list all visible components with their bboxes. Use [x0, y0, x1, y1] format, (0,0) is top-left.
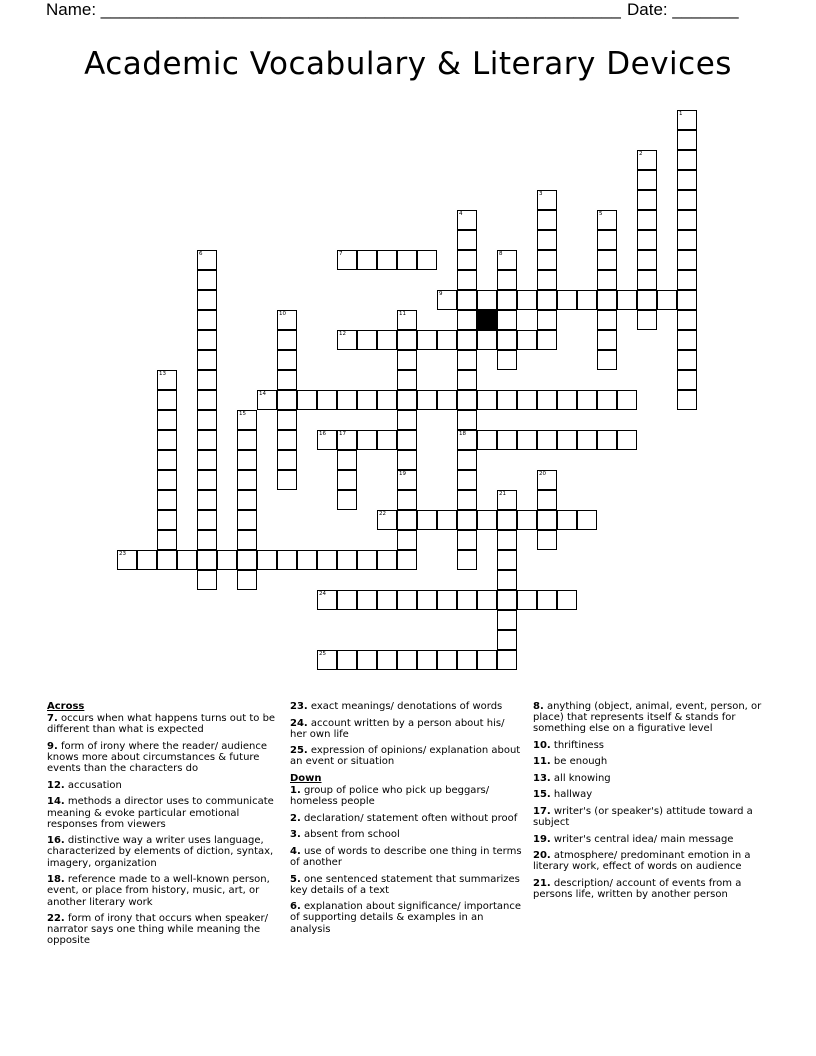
grid-cell[interactable] [537, 530, 557, 550]
grid-cell[interactable] [397, 510, 417, 530]
across-heading: Across [47, 701, 85, 712]
grid-cell[interactable] [397, 370, 417, 390]
grid-cell[interactable] [437, 590, 457, 610]
grid-cell-start-2[interactable] [637, 150, 657, 170]
grid-cell[interactable] [497, 530, 517, 550]
grid-cell-start-24[interactable] [317, 590, 337, 610]
grid-cell[interactable] [557, 590, 577, 610]
clue-number: 17 [339, 431, 346, 437]
clue-down-15: 15. hallway [533, 789, 593, 801]
grid-cell[interactable] [197, 570, 217, 590]
grid-cell[interactable] [537, 270, 557, 290]
grid-cell-start-22[interactable] [377, 510, 397, 530]
grid-cell[interactable] [417, 250, 437, 270]
grid-cell[interactable] [197, 290, 217, 310]
grid-cell[interactable] [237, 430, 257, 450]
grid-cell-start-6[interactable] [197, 250, 217, 270]
grid-cell[interactable] [537, 330, 557, 350]
clue-across-9: 9. form of irony where the reader/ audience knows more about circumstances & future events than the characters do [47, 740, 268, 775]
grid-cell[interactable] [397, 450, 417, 470]
grid-cell[interactable] [637, 210, 657, 230]
grid-cell[interactable] [197, 350, 217, 370]
grid-cell[interactable] [477, 590, 497, 610]
grid-cell[interactable] [537, 430, 557, 450]
grid-cell-start-15[interactable] [237, 410, 257, 430]
grid-cell[interactable] [357, 550, 377, 570]
clue-number: 11 [399, 311, 406, 317]
grid-cell[interactable] [497, 570, 517, 590]
clue-number: 18 [459, 431, 466, 437]
grid-cell[interactable] [597, 330, 617, 350]
clue-number: 25 [319, 651, 326, 657]
grid-cell[interactable] [557, 430, 577, 450]
clue-number: 22 [379, 511, 386, 517]
grid-cell[interactable] [297, 390, 317, 410]
grid-cell[interactable] [277, 470, 297, 490]
grid-cell[interactable] [237, 490, 257, 510]
grid-cell[interactable] [157, 430, 177, 450]
clue-down-10: 10. thriftiness [533, 739, 605, 751]
clue-down-5: 5. one sentenced statement that summarizes key details of a text [290, 873, 520, 896]
grid-cell[interactable] [597, 310, 617, 330]
grid-cell[interactable] [477, 430, 497, 450]
grid-cell[interactable] [677, 230, 697, 250]
grid-cell[interactable] [197, 270, 217, 290]
grid-cell-start-9[interactable] [437, 290, 457, 310]
grid-cell[interactable] [517, 430, 537, 450]
clue-number: 5 [599, 211, 603, 217]
grid-cell[interactable] [357, 650, 377, 670]
grid-cell[interactable] [197, 450, 217, 470]
grid-cell-start-5[interactable] [597, 210, 617, 230]
grid-cell[interactable] [497, 330, 517, 350]
black-square [477, 310, 497, 330]
grid-cell[interactable] [597, 270, 617, 290]
grid-cell[interactable] [197, 370, 217, 390]
grid-cell-start-14[interactable] [257, 390, 277, 410]
clue-down-21: 21. description/ account of events from a persons life, written by another person [533, 877, 742, 901]
clue-number: 24 [319, 591, 326, 597]
grid-cell[interactable] [517, 510, 537, 530]
clue-number: 13 [159, 371, 166, 377]
grid-cell[interactable] [277, 350, 297, 370]
grid-cell[interactable] [417, 390, 437, 410]
clue-number: 7 [339, 251, 343, 257]
grid-cell[interactable] [477, 510, 497, 530]
clue-number: 9 [439, 291, 443, 297]
grid-cell[interactable] [157, 410, 177, 430]
grid-cell[interactable] [637, 310, 657, 330]
grid-cell[interactable] [497, 550, 517, 570]
grid-cell[interactable] [537, 510, 557, 530]
grid-cell[interactable] [157, 490, 177, 510]
grid-cell[interactable] [337, 650, 357, 670]
grid-cell-start-19[interactable] [397, 470, 417, 490]
grid-cell[interactable] [557, 510, 577, 530]
grid-cell[interactable] [677, 250, 697, 270]
grid-cell[interactable] [337, 390, 357, 410]
grid-cell[interactable] [537, 250, 557, 270]
clue-number: 1 [679, 111, 683, 117]
grid-cell[interactable] [357, 590, 377, 610]
grid-cell[interactable] [457, 510, 477, 530]
grid-cell[interactable] [597, 290, 617, 310]
grid-cell[interactable] [437, 330, 457, 350]
clue-across-22: 22. form of irony that occurs when speaker/ narrator says one thing while meaning the opposite [47, 913, 268, 947]
grid-cell[interactable] [177, 550, 197, 570]
grid-cell[interactable] [457, 390, 477, 410]
clues-column-3 [533, 701, 765, 906]
grid-cell-start-4[interactable] [457, 210, 477, 230]
grid-cell[interactable] [497, 590, 517, 610]
grid-cell[interactable] [677, 190, 697, 210]
date-field[interactable]: Date: _______ [627, 0, 739, 19]
clue-down-4: 4. use of words to describe one thing in terms of another [290, 845, 522, 869]
grid-cell[interactable] [477, 290, 497, 310]
grid-cell[interactable] [517, 390, 537, 410]
clue-number: 14 [259, 391, 266, 397]
grid-cell[interactable] [197, 430, 217, 450]
grid-cell[interactable] [197, 390, 217, 410]
grid-cell[interactable] [677, 270, 697, 290]
grid-cell-start-11[interactable] [397, 310, 417, 330]
clue-across-7: 7. occurs when what happens turns out to be different than what is expected [47, 713, 276, 736]
grid-cell[interactable] [337, 470, 357, 490]
grid-cell[interactable] [157, 510, 177, 530]
grid-cell[interactable] [277, 390, 297, 410]
grid-cell[interactable] [157, 450, 177, 470]
grid-cell[interactable] [357, 430, 377, 450]
grid-cell[interactable] [397, 330, 417, 350]
grid-cell[interactable] [197, 470, 217, 490]
grid-cell[interactable] [677, 370, 697, 390]
grid-cell-start-17[interactable] [337, 430, 357, 450]
grid-cell[interactable] [537, 210, 557, 230]
grid-cell[interactable] [497, 290, 517, 310]
grid-cell[interactable] [237, 470, 257, 490]
name-field[interactable]: Name: _______________________________________________________ [46, 0, 621, 19]
grid-cell[interactable] [657, 290, 677, 310]
grid-cell[interactable] [377, 550, 397, 570]
grid-cell[interactable] [457, 490, 477, 510]
clue-down-11: 11. be enough [533, 756, 608, 768]
grid-cell[interactable] [317, 390, 337, 410]
grid-cell[interactable] [437, 390, 457, 410]
grid-cell[interactable] [197, 550, 217, 570]
grid-cell[interactable] [397, 590, 417, 610]
grid-cell[interactable] [677, 130, 697, 150]
grid-cell[interactable] [197, 530, 217, 550]
grid-cell[interactable] [457, 230, 477, 250]
grid-cell[interactable] [577, 290, 597, 310]
grid-cell[interactable] [277, 450, 297, 470]
grid-cell[interactable] [617, 390, 637, 410]
grid-cell[interactable] [397, 350, 417, 370]
grid-cell[interactable] [397, 530, 417, 550]
clue-number: 2 [639, 151, 643, 157]
grid-cell[interactable] [377, 250, 397, 270]
clue-number: 10 [279, 311, 286, 317]
grid-cell[interactable] [457, 330, 477, 350]
grid-cell[interactable] [597, 430, 617, 450]
grid-cell[interactable] [197, 490, 217, 510]
grid-cell[interactable] [157, 530, 177, 550]
grid-cell[interactable] [397, 490, 417, 510]
grid-cell[interactable] [237, 570, 257, 590]
clue-number: 4 [459, 211, 463, 217]
grid-cell[interactable] [497, 270, 517, 290]
grid-cell[interactable] [457, 250, 477, 270]
grid-cell[interactable] [337, 490, 357, 510]
grid-cell[interactable] [397, 550, 417, 570]
grid-cell[interactable] [157, 390, 177, 410]
grid-cell[interactable] [397, 390, 417, 410]
grid-cell[interactable] [377, 330, 397, 350]
grid-cell[interactable] [637, 270, 657, 290]
clue-down-8: 8. anything (object, animal, event, person, or place) that represents itself & stands for something else on a figurative level [533, 701, 762, 735]
grid-cell[interactable] [457, 470, 477, 490]
grid-cell-start-25[interactable] [317, 650, 337, 670]
grid-cell[interactable] [277, 430, 297, 450]
clue-number: 8 [499, 251, 503, 257]
clue-number: 15 [239, 411, 246, 417]
grid-cell[interactable] [217, 550, 237, 570]
grid-cell[interactable] [497, 390, 517, 410]
grid-cell[interactable] [477, 390, 497, 410]
grid-cell-start-13[interactable] [157, 370, 177, 390]
grid-cell[interactable] [277, 330, 297, 350]
grid-cell[interactable] [677, 210, 697, 230]
grid-cell-start-20[interactable] [537, 470, 557, 490]
grid-cell[interactable] [557, 390, 577, 410]
grid-cell[interactable] [517, 330, 537, 350]
clue-down-19: 19. writer's central idea/ main message [533, 833, 734, 845]
grid-cell[interactable] [457, 450, 477, 470]
grid-cell[interactable] [417, 590, 437, 610]
grid-cell[interactable] [417, 650, 437, 670]
clue-number: 12 [339, 331, 346, 337]
grid-cell[interactable] [677, 310, 697, 330]
grid-cell[interactable] [537, 230, 557, 250]
grid-cell[interactable] [397, 410, 417, 430]
grid-cell[interactable] [497, 310, 517, 330]
grid-cell[interactable] [457, 290, 477, 310]
clue-across-24: 24. account written by a person about his/ her own life [290, 717, 505, 740]
page-title: Academic Vocabulary & Literary Devices [84, 46, 732, 82]
clue-down-17: 17. writer's (or speaker's) attitude toward a subject [533, 805, 753, 829]
grid-cell[interactable] [337, 590, 357, 610]
grid-cell[interactable] [617, 430, 637, 450]
clue-across-14: 14. methods a director uses to communicate meaning & evoke particular emotional responses from viewers [47, 796, 274, 830]
grid-cell[interactable] [257, 550, 277, 570]
grid-cell[interactable] [677, 390, 697, 410]
grid-cell-start-16[interactable] [317, 430, 337, 450]
clue-across-25: 25. expression of opinions/ explanation about an event or situation [290, 745, 521, 768]
grid-cell[interactable] [517, 290, 537, 310]
grid-cell[interactable] [457, 530, 477, 550]
clue-number: 3 [539, 191, 543, 197]
grid-cell[interactable] [337, 550, 357, 570]
grid-cell[interactable] [397, 650, 417, 670]
grid-cell[interactable] [457, 350, 477, 370]
grid-cell[interactable] [477, 330, 497, 350]
grid-cell[interactable] [197, 310, 217, 330]
grid-cell[interactable] [677, 150, 697, 170]
grid-cell[interactable] [397, 250, 417, 270]
clue-number: 23 [119, 551, 126, 557]
clues-column-2 [290, 701, 522, 940]
grid-cell-start-21[interactable] [497, 490, 517, 510]
clue-number: 20 [539, 471, 546, 477]
grid-cell-start-10[interactable] [277, 310, 297, 330]
grid-cell[interactable] [277, 370, 297, 390]
grid-cell[interactable] [637, 250, 657, 270]
grid-cell[interactable] [197, 410, 217, 430]
grid-cell[interactable] [517, 590, 537, 610]
grid-cell[interactable] [457, 310, 477, 330]
grid-cell[interactable] [677, 330, 697, 350]
clue-number: 21 [499, 491, 506, 497]
grid-cell[interactable] [277, 410, 297, 430]
grid-cell[interactable] [537, 310, 557, 330]
grid-cell[interactable] [237, 450, 257, 470]
grid-cell[interactable] [237, 530, 257, 550]
down-heading: Down [290, 772, 322, 784]
grid-cell[interactable] [537, 490, 557, 510]
grid-cell[interactable] [437, 510, 457, 530]
clue-down-2: 2. declaration/ statement often without proof [290, 812, 518, 824]
clue-down-1: 1. group of police who pick up beggars/ homeless people [290, 785, 490, 808]
grid-cell[interactable] [277, 550, 297, 570]
clue-across-12: 12. accusation [47, 779, 122, 791]
grid-cell[interactable] [597, 230, 617, 250]
grid-cell[interactable] [637, 290, 657, 310]
grid-cell[interactable] [437, 650, 457, 670]
grid-cell[interactable] [377, 390, 397, 410]
grid-cell[interactable] [577, 510, 597, 530]
grid-cell[interactable] [597, 390, 617, 410]
grid-cell[interactable] [197, 510, 217, 530]
grid-cell[interactable] [617, 290, 637, 310]
clue-down-13: 13. all knowing [533, 772, 611, 784]
grid-cell-start-8[interactable] [497, 250, 517, 270]
grid-cell[interactable] [497, 350, 517, 370]
grid-cell-start-7[interactable] [337, 250, 357, 270]
grid-cell[interactable] [677, 290, 697, 310]
grid-cell[interactable] [497, 430, 517, 450]
grid-cell[interactable] [357, 390, 377, 410]
clue-across-23: 23. exact meanings/ denotations of words [290, 701, 503, 712]
clue-number: 16 [319, 431, 326, 437]
grid-cell[interactable] [457, 590, 477, 610]
grid-cell[interactable] [537, 590, 557, 610]
grid-cell[interactable] [297, 550, 317, 570]
grid-cell[interactable] [497, 510, 517, 530]
grid-cell[interactable] [417, 330, 437, 350]
grid-cell[interactable] [637, 170, 657, 190]
grid-cell[interactable] [577, 390, 597, 410]
grid-cell-start-23[interactable] [117, 550, 137, 570]
grid-cell-start-1[interactable] [677, 110, 697, 130]
grid-cell[interactable] [317, 550, 337, 570]
clue-number: 19 [399, 471, 406, 477]
grid-cell[interactable] [477, 650, 497, 670]
grid-cell[interactable] [417, 510, 437, 530]
grid-cell[interactable] [497, 650, 517, 670]
grid-cell[interactable] [677, 170, 697, 190]
grid-cell[interactable] [497, 630, 517, 650]
grid-cell[interactable] [357, 330, 377, 350]
grid-cell[interactable] [457, 550, 477, 570]
clues-column-1 [47, 701, 279, 952]
grid-cell[interactable] [497, 610, 517, 630]
grid-cell[interactable] [637, 190, 657, 210]
grid-cell-start-3[interactable] [537, 190, 557, 210]
grid-cell[interactable] [457, 270, 477, 290]
grid-cell[interactable] [337, 450, 357, 470]
grid-cell[interactable] [237, 550, 257, 570]
clue-down-3: 3. absent from school [290, 829, 400, 841]
clue-down-6: 6. explanation about significance/ importance of supporting details & examples in an analysis [290, 901, 521, 935]
grid-cell[interactable] [537, 290, 557, 310]
grid-cell[interactable] [197, 330, 217, 350]
grid-cell[interactable] [597, 250, 617, 270]
grid-cell-start-18[interactable] [457, 430, 477, 450]
grid-cell[interactable] [357, 250, 377, 270]
grid-cell[interactable] [557, 290, 577, 310]
grid-cell[interactable] [457, 650, 477, 670]
grid-cell[interactable] [637, 230, 657, 250]
grid-cell[interactable] [377, 590, 397, 610]
grid-cell[interactable] [457, 370, 477, 390]
clue-across-16: 16. distinctive way a writer uses language, characterized by elements of diction, syntax, imagery, organization [47, 835, 274, 869]
grid-cell[interactable] [457, 410, 477, 430]
grid-cell[interactable] [677, 350, 697, 370]
grid-cell[interactable] [157, 470, 177, 490]
grid-cell[interactable] [237, 510, 257, 530]
grid-cell[interactable] [137, 550, 157, 570]
grid-cell[interactable] [397, 430, 417, 450]
grid-cell[interactable] [537, 390, 557, 410]
grid-cell[interactable] [577, 430, 597, 450]
clue-down-20: 20. atmosphere/ predominant emotion in a literary work, effect of words on audience [533, 850, 751, 873]
clue-across-18: 18. reference made to a well-known person, event, or place from history, music, art, or another literary work [47, 874, 270, 908]
grid-cell[interactable] [377, 430, 397, 450]
grid-cell-start-12[interactable] [337, 330, 357, 350]
grid-cell[interactable] [377, 650, 397, 670]
clue-number: 6 [199, 251, 203, 257]
grid-cell[interactable] [597, 350, 617, 370]
grid-cell[interactable] [157, 550, 177, 570]
